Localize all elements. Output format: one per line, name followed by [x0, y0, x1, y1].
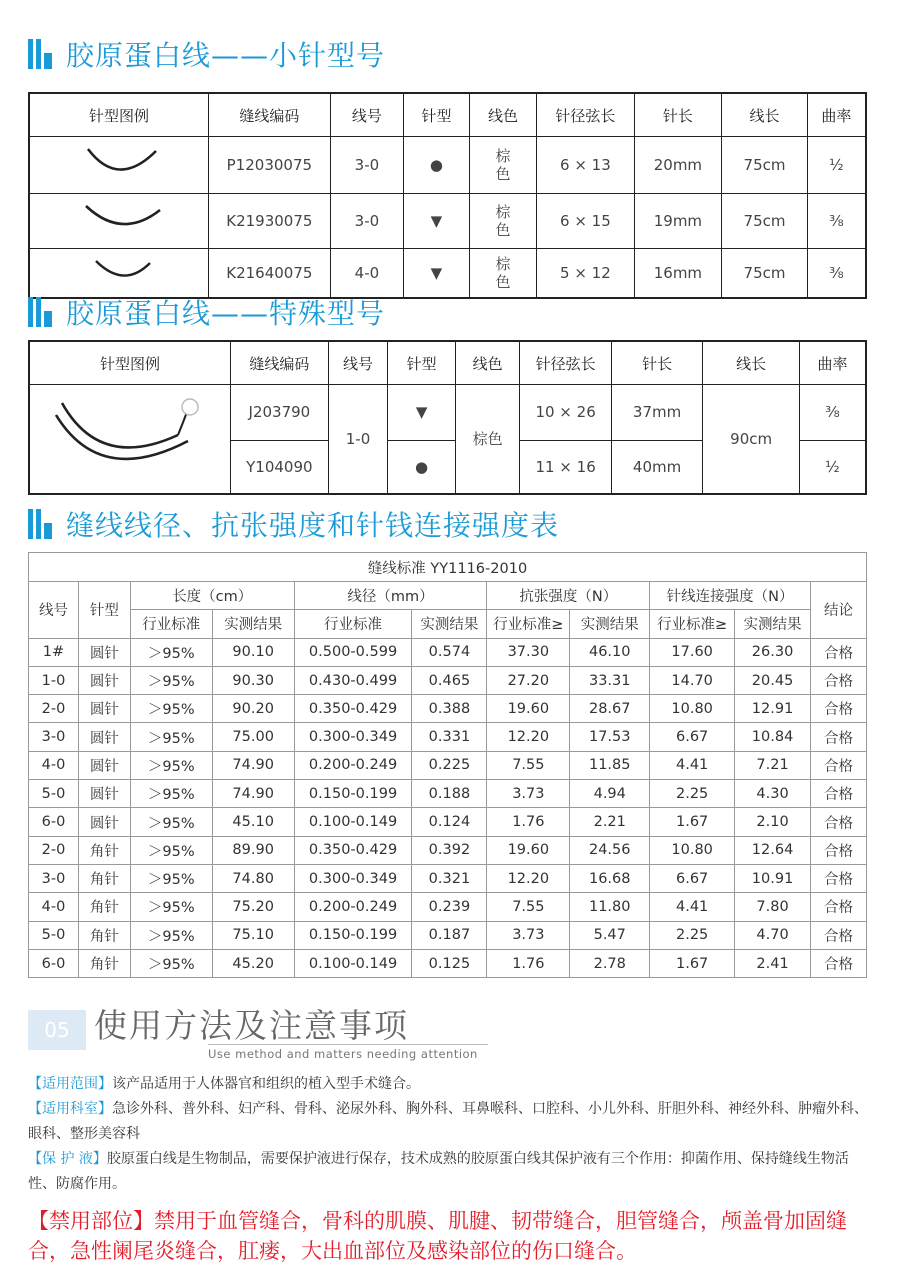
table-row [29, 385, 866, 441]
size-cell: 4-0 [29, 751, 79, 779]
tensile-std-cell: 19.60 [487, 695, 570, 723]
table-header-row [29, 93, 866, 137]
header-cell: 线长 [722, 93, 808, 137]
len-std-cell: ＞95% [130, 808, 212, 836]
header-cell: 针长 [611, 341, 703, 385]
thread-length-cell: 75cm [722, 137, 808, 194]
attach-std-cell: 17.60 [650, 638, 735, 666]
needle-illustration [29, 194, 209, 249]
attach-result-cell: 12.64 [735, 836, 811, 864]
attach-result-cell: 10.91 [735, 864, 811, 892]
dia-std-cell: 0.500-0.599 [294, 638, 412, 666]
table-caption-row [29, 553, 867, 582]
dia-std-cell: 0.350-0.429 [294, 836, 412, 864]
header-cell: 针长 [634, 93, 722, 137]
attach-result-cell: 4.70 [735, 921, 811, 949]
header-cell: 实测结果 [412, 610, 487, 638]
half-circle-needle-icon [30, 137, 208, 189]
attach-std-cell: 6.67 [650, 864, 735, 892]
attach-std-cell: 14.70 [650, 666, 735, 694]
size-cell: 3-0 [330, 194, 403, 249]
len-std-cell: ＞95% [130, 723, 212, 751]
needle-length-cell: 19mm [634, 194, 722, 249]
usage-subtitle: Use method and matters needing attention [208, 1044, 488, 1061]
dia-result-cell: 0.225 [412, 751, 487, 779]
diameter-chord-cell: 11 × 16 [520, 440, 611, 494]
table-row [29, 780, 867, 808]
section1-heading [28, 34, 385, 74]
attach-std-cell: 2.25 [650, 780, 735, 808]
header-cell: 线号 [29, 582, 79, 639]
code-cell: K21640075 [209, 249, 331, 299]
section2-title: 胶原蛋白线——特殊型号 [66, 297, 386, 330]
header-cell: 线径（mm） [294, 582, 487, 610]
conclusion-cell: 合格 [811, 836, 867, 864]
header-cell: 缝线编码 [231, 341, 329, 385]
header-cell: 针径弦长 [520, 341, 611, 385]
attach-result-cell: 12.91 [735, 695, 811, 723]
curvature-cell: ½ [807, 137, 866, 194]
dia-result-cell: 0.188 [412, 780, 487, 808]
len-result-cell: 74.90 [212, 751, 294, 779]
table-row [29, 751, 867, 779]
conclusion-cell: 合格 [811, 949, 867, 977]
needle-cell: 圆针 [78, 723, 130, 751]
len-std-cell: ＞95% [130, 836, 212, 864]
three-eighths-needle-icon [30, 249, 208, 293]
section2-heading [28, 292, 385, 332]
tensile-std-cell: 12.20 [487, 723, 570, 751]
curvature-cell: ⅜ [807, 249, 866, 299]
len-std-cell: ＞95% [130, 638, 212, 666]
dia-std-cell: 0.350-0.429 [294, 695, 412, 723]
dia-result-cell: 0.392 [412, 836, 487, 864]
len-result-cell: 90.30 [212, 666, 294, 694]
table-row [29, 666, 867, 694]
warning-text: 禁用于血管缝合，骨科的肌膜、肌腱、韧带缝合，胆管缝合，颅盖骨加固缝合，急性阑尾炎缝合，肛瘘，大出血部位及感染部位的伤口缝合。 [28, 1209, 847, 1263]
tensile-result-cell: 24.56 [570, 836, 650, 864]
header-cell: 长度（cm） [130, 582, 294, 610]
attach-result-cell: 7.80 [735, 893, 811, 921]
table-row [29, 137, 866, 194]
dia-std-cell: 0.150-0.199 [294, 780, 412, 808]
header-cell: 实测结果 [212, 610, 294, 638]
bars-icon [28, 297, 52, 327]
header-cell: 结论 [811, 582, 867, 639]
color-cell: 棕 色 [469, 137, 537, 194]
needle-illustration [29, 249, 209, 299]
needle-length-cell: 40mm [611, 440, 703, 494]
code-cell: K21930075 [209, 194, 331, 249]
tensile-std-cell: 3.73 [487, 921, 570, 949]
header-cell: 线色 [455, 341, 520, 385]
contraindication-warning [28, 1206, 878, 1266]
size-cell: 3-0 [29, 864, 79, 892]
tensile-std-cell: 7.55 [487, 751, 570, 779]
len-std-cell: ＞95% [130, 949, 212, 977]
thread-length-cell: 90cm [703, 385, 800, 495]
tensile-result-cell: 2.78 [570, 949, 650, 977]
attach-result-cell: 2.10 [735, 808, 811, 836]
len-std-cell: ＞95% [130, 893, 212, 921]
conclusion-cell: 合格 [811, 751, 867, 779]
header-cell: 针型图例 [29, 93, 209, 137]
len-result-cell: 75.00 [212, 723, 294, 751]
note-departments: 【适用科室】急诊外科、普外科、妇产科、骨科、泌尿外科、胸外科、耳鼻喉科、口腔科、小儿外科、肝胆外科、神经外科、肿瘤外科、眼科、整形美容科 [28, 1101, 868, 1142]
section3-title: 缝线线径、抗张强度和针钱连接强度表 [66, 509, 560, 542]
header-cell: 实测结果 [570, 610, 650, 638]
diameter-chord-cell: 6 × 13 [537, 137, 634, 194]
table-row [29, 808, 867, 836]
attach-result-cell: 26.30 [735, 638, 811, 666]
dia-std-cell: 0.200-0.249 [294, 893, 412, 921]
tensile-result-cell: 4.94 [570, 780, 650, 808]
note-preservative: 【保 护 液】胶原蛋白线是生物制品，需要保护液进行保存，技术成熟的胶原蛋白线其保护液有三个作用：抑菌作用、保持缝线生物活性、防腐作用。 [28, 1151, 849, 1192]
color-cell: 棕 色 [469, 194, 537, 249]
table-row [29, 695, 867, 723]
dia-std-cell: 0.430-0.499 [294, 666, 412, 694]
attach-std-cell: 10.80 [650, 836, 735, 864]
size-cell: 2-0 [29, 695, 79, 723]
conclusion-cell: 合格 [811, 921, 867, 949]
dia-result-cell: 0.465 [412, 666, 487, 694]
usage-notes [28, 1072, 873, 1197]
size-cell: 2-0 [29, 836, 79, 864]
needle-type-cell: ▼ [404, 194, 470, 249]
len-result-cell: 45.10 [212, 808, 294, 836]
header-cell: 针型 [404, 93, 470, 137]
table-row [29, 723, 867, 751]
header-cell: 曲率 [807, 93, 866, 137]
len-result-cell: 75.10 [212, 921, 294, 949]
needle-length-cell: 37mm [611, 385, 703, 441]
tensile-std-cell: 27.20 [487, 666, 570, 694]
header-cell: 线号 [330, 93, 403, 137]
header-cell: 行业标准 [294, 610, 412, 638]
len-std-cell: ＞95% [130, 751, 212, 779]
tensile-std-cell: 1.76 [487, 949, 570, 977]
header-cell: 行业标准≥ [487, 610, 570, 638]
header-cell: 针线连接强度（N） [650, 582, 811, 610]
code-cell: P12030075 [209, 137, 331, 194]
needle-cell: 圆针 [78, 751, 130, 779]
large-needle-icon [30, 385, 230, 489]
color-cell: 棕 色 [469, 249, 537, 299]
tensile-result-cell: 28.67 [570, 695, 650, 723]
dia-result-cell: 0.239 [412, 893, 487, 921]
needle-length-cell: 20mm [634, 137, 722, 194]
tensile-result-cell: 16.68 [570, 864, 650, 892]
standard-caption: 缝线标准 YY1116-2010 [29, 553, 867, 582]
needle-cell: 圆针 [78, 695, 130, 723]
diameter-chord-cell: 5 × 12 [537, 249, 634, 299]
dia-std-cell: 0.150-0.199 [294, 921, 412, 949]
tensile-std-cell: 19.60 [487, 836, 570, 864]
table-header-row [29, 582, 867, 610]
table-header-row [29, 341, 866, 385]
header-cell: 针型 [78, 582, 130, 639]
len-std-cell: ＞95% [130, 921, 212, 949]
diameter-chord-cell: 6 × 15 [537, 194, 634, 249]
table-row [29, 836, 867, 864]
strength-table-body [29, 638, 867, 978]
attach-std-cell: 6.67 [650, 723, 735, 751]
strength-table [28, 552, 867, 978]
warning-tag: 【禁用部位】 [28, 1209, 154, 1233]
size-cell: 1-0 [328, 385, 388, 495]
special-needle-table [28, 340, 867, 495]
table-row [29, 194, 866, 249]
conclusion-cell: 合格 [811, 864, 867, 892]
dia-result-cell: 0.124 [412, 808, 487, 836]
header-cell: 抗张强度（N） [487, 582, 650, 610]
len-result-cell: 90.10 [212, 638, 294, 666]
conclusion-cell: 合格 [811, 808, 867, 836]
code-cell: Y104090 [231, 440, 329, 494]
header-cell: 线色 [469, 93, 537, 137]
small-needle-table [28, 92, 867, 299]
size-cell: 3-0 [330, 137, 403, 194]
attach-std-cell: 2.25 [650, 921, 735, 949]
tensile-std-cell: 3.73 [487, 780, 570, 808]
header-cell: 缝线编码 [209, 93, 331, 137]
needle-type-cell: ▼ [404, 249, 470, 299]
len-result-cell: 89.90 [212, 836, 294, 864]
usage-section-header [28, 1000, 900, 1065]
tensile-result-cell: 5.47 [570, 921, 650, 949]
attach-std-cell: 10.80 [650, 695, 735, 723]
size-cell: 3-0 [29, 723, 79, 751]
attach-result-cell: 7.21 [735, 751, 811, 779]
tensile-result-cell: 11.85 [570, 751, 650, 779]
bars-icon [28, 509, 52, 539]
dia-std-cell: 0.100-0.149 [294, 949, 412, 977]
dia-result-cell: 0.321 [412, 864, 487, 892]
conclusion-cell: 合格 [811, 666, 867, 694]
diameter-chord-cell: 10 × 26 [520, 385, 611, 441]
section3-heading [28, 504, 559, 544]
section-number: 05 [28, 1010, 86, 1050]
dia-std-cell: 0.300-0.349 [294, 723, 412, 751]
needle-type-cell: ● [388, 440, 456, 494]
tensile-result-cell: 33.31 [570, 666, 650, 694]
needle-cell: 角针 [78, 893, 130, 921]
header-cell: 针型 [388, 341, 456, 385]
tensile-std-cell: 1.76 [487, 808, 570, 836]
dia-std-cell: 0.300-0.349 [294, 864, 412, 892]
needle-cell: 圆针 [78, 638, 130, 666]
tensile-result-cell: 2.21 [570, 808, 650, 836]
color-cell: 棕色 [455, 385, 520, 495]
needle-cell: 圆针 [78, 666, 130, 694]
tensile-result-cell: 46.10 [570, 638, 650, 666]
size-cell: 6-0 [29, 949, 79, 977]
needle-illustration [29, 137, 209, 194]
header-cell: 行业标准 [130, 610, 212, 638]
conclusion-cell: 合格 [811, 780, 867, 808]
size-cell: 4-0 [330, 249, 403, 299]
dia-result-cell: 0.331 [412, 723, 487, 751]
len-result-cell: 90.20 [212, 695, 294, 723]
len-result-cell: 74.80 [212, 864, 294, 892]
dia-std-cell: 0.100-0.149 [294, 808, 412, 836]
needle-cell: 角针 [78, 921, 130, 949]
curvature-cell: ⅜ [807, 194, 866, 249]
bars-icon [28, 39, 52, 69]
tensile-std-cell: 12.20 [487, 864, 570, 892]
len-result-cell: 45.20 [212, 949, 294, 977]
attach-result-cell: 10.84 [735, 723, 811, 751]
attach-std-cell: 4.41 [650, 893, 735, 921]
header-cell: 实测结果 [735, 610, 811, 638]
tensile-std-cell: 37.30 [487, 638, 570, 666]
code-cell: J203790 [231, 385, 329, 441]
len-std-cell: ＞95% [130, 780, 212, 808]
conclusion-cell: 合格 [811, 638, 867, 666]
dia-result-cell: 0.125 [412, 949, 487, 977]
tensile-result-cell: 17.53 [570, 723, 650, 751]
header-cell: 行业标准≥ [650, 610, 735, 638]
needle-cell: 角针 [78, 949, 130, 977]
len-result-cell: 75.20 [212, 893, 294, 921]
conclusion-cell: 合格 [811, 723, 867, 751]
header-cell: 线号 [328, 341, 388, 385]
section1-title: 胶原蛋白线——小针型号 [66, 39, 386, 72]
size-cell: 1# [29, 638, 79, 666]
conclusion-cell: 合格 [811, 695, 867, 723]
needle-length-cell: 16mm [634, 249, 722, 299]
size-cell: 1-0 [29, 666, 79, 694]
thread-length-cell: 75cm [722, 194, 808, 249]
table-row [29, 921, 867, 949]
dia-result-cell: 0.187 [412, 921, 487, 949]
needle-illustration [29, 385, 231, 495]
len-std-cell: ＞95% [130, 864, 212, 892]
size-cell: 5-0 [29, 780, 79, 808]
table-row [29, 864, 867, 892]
table-row [29, 949, 867, 977]
attach-result-cell: 20.45 [735, 666, 811, 694]
curvature-cell: ⅜ [799, 385, 866, 441]
dia-result-cell: 0.388 [412, 695, 487, 723]
table-row [29, 893, 867, 921]
usage-title: 使用方法及注意事项 [94, 1006, 409, 1045]
header-cell: 曲率 [799, 341, 866, 385]
needle-cell: 圆针 [78, 808, 130, 836]
header-cell: 线长 [703, 341, 800, 385]
tensile-result-cell: 11.80 [570, 893, 650, 921]
dia-std-cell: 0.200-0.249 [294, 751, 412, 779]
attach-result-cell: 4.30 [735, 780, 811, 808]
size-cell: 5-0 [29, 921, 79, 949]
header-cell: 针径弦长 [537, 93, 634, 137]
table-subheader-row [29, 610, 867, 638]
table-row [29, 249, 866, 299]
size-cell: 6-0 [29, 808, 79, 836]
attach-std-cell: 1.67 [650, 808, 735, 836]
curvature-cell: ½ [799, 440, 866, 494]
attach-result-cell: 2.41 [735, 949, 811, 977]
needle-cell: 角针 [78, 836, 130, 864]
attach-std-cell: 4.41 [650, 751, 735, 779]
table-row [29, 638, 867, 666]
conclusion-cell: 合格 [811, 893, 867, 921]
len-std-cell: ＞95% [130, 695, 212, 723]
needle-cell: 圆针 [78, 780, 130, 808]
len-result-cell: 74.90 [212, 780, 294, 808]
three-eighths-needle-icon [30, 194, 208, 244]
thread-length-cell: 75cm [722, 249, 808, 299]
header-cell: 针型图例 [29, 341, 231, 385]
needle-type-cell: ● [404, 137, 470, 194]
dia-result-cell: 0.574 [412, 638, 487, 666]
needle-type-cell: ▼ [388, 385, 456, 441]
len-std-cell: ＞95% [130, 666, 212, 694]
attach-std-cell: 1.67 [650, 949, 735, 977]
size-cell: 4-0 [29, 893, 79, 921]
needle-cell: 角针 [78, 864, 130, 892]
tensile-std-cell: 7.55 [487, 893, 570, 921]
note-scope: 【适用范围】该产品适用于人体器官和组织的植入型手术缝合。 [28, 1076, 420, 1092]
